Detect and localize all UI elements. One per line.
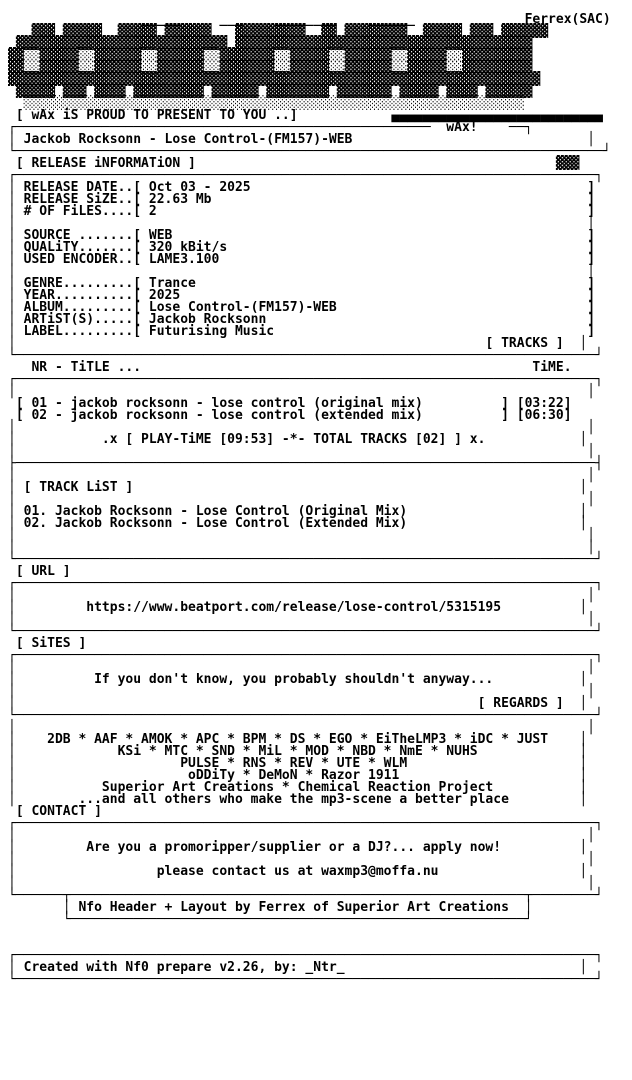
wax-logo-art <box>8 14 611 110</box>
frame-glyphs: │ <box>8 132 24 147</box>
frame-glyphs: ┌──────────────────────────────────────────────────────────────────────────┐ <box>8 816 603 831</box>
year-label: YEAR..........[ <box>23 288 142 303</box>
frame-glyphs: │ <box>8 276 24 291</box>
contact-apply-text: Are you a promoripper/supplier or a DJ?... apply now! <box>15 840 580 855</box>
column-time: TiME. <box>532 360 580 375</box>
frame-glyphs: └──────────────────────────────────────────────────────────┘ <box>8 912 533 927</box>
play-time-summary: .x [ PLAY-TiME [09:53] -*- TOTAL TRACKS [02] ] x. <box>15 432 580 447</box>
created-bottom-border <box>8 974 611 986</box>
frame-glyphs: │ │ <box>8 468 595 483</box>
frame-glyphs: │ <box>8 288 24 303</box>
logo-art-row: ▓▓▓▓▓ ▓▓▓ ▓▓▓▓ ▓▓▓▓▓▓▓▓▓ ▓▓▓▓▓▓ ▓▓▓▓▓▓▓▓ ▓▓▓▓▓▓▓ ▓▓▓▓▓ ▓▓▓▓ ▓▓▓▓▓▓ <box>8 84 533 99</box>
frame-glyphs: │ │ <box>8 444 595 459</box>
frame-glyphs: │ <box>579 480 588 495</box>
frame-glyphs: │ │ <box>8 612 595 627</box>
frame-glyphs: ] <box>587 192 596 207</box>
frame-glyphs: ├──────────────────────────────────────────────────────────────────────────┤ <box>8 456 603 471</box>
track-time: ] [03:22] <box>501 396 572 411</box>
regards-line: PULSE * RNS * REV * UTE * WLM <box>15 756 580 771</box>
frame-glyphs: ] <box>587 252 596 267</box>
frame-glyphs: └───────────────────────────────────────────────────────────────────────────┘ <box>8 144 611 159</box>
track-title: [ 01 - jackob rocksonn - lose control (original mix) <box>15 396 502 411</box>
frame-glyphs: └──────────────────────────────────────────────────────────────────────────┘ <box>8 624 603 639</box>
contact-email: please contact us at waxmp3@moffa.nu <box>15 864 580 879</box>
created-with: Created with Nf0 prepare v2.26, by: _Ntr_ <box>23 960 580 975</box>
track-title: [ 02 - jackob rocksonn - lose control (extended mix) <box>15 408 502 423</box>
frame-glyphs: ┌──────────────────────────────────────────────────────────────────────────┐ <box>8 648 603 663</box>
frame-glyphs: │ <box>8 672 16 687</box>
track-list-item: 02. Jackob Rocksonn - Lose Control (Extended Mix) <box>23 516 580 531</box>
frame-glyphs: │ <box>8 732 16 747</box>
nfo-document <box>8 14 611 986</box>
frame-glyphs: ] <box>587 228 596 243</box>
encoder-label: USED ENCODER..[ <box>23 252 142 267</box>
release-title: Jackob Rocksonn - Lose Control-(FM157)-WEB <box>23 132 572 147</box>
artist-credit-top: Ferrex(SAC) <box>524 12 611 27</box>
frame-glyphs: │ <box>579 516 588 531</box>
group-tag: wAx! <box>446 120 494 135</box>
frame-glyphs: │ <box>8 840 16 855</box>
genre-label: GENRE.........[ <box>23 276 142 291</box>
frame-glyphs: └──────────────────────────────────────────────────────────────────────────┘ <box>8 972 603 987</box>
source-value: WEB <box>148 228 588 243</box>
frame-glyphs: │ <box>8 480 24 495</box>
album-value: Lose Control-(FM157)-WEB <box>148 300 588 315</box>
frame-glyphs: │ <box>8 744 16 759</box>
frame-glyphs: │ <box>579 960 588 975</box>
frame-glyphs: │ <box>8 204 24 219</box>
frame-glyphs: ] <box>587 288 596 303</box>
frame-glyphs: └──────────────────────────────────────────────────────────────────────────┘ <box>8 708 603 723</box>
frame-glyphs: │ │ <box>8 720 595 735</box>
frame-glyphs: ┌──────────────────────────────────────────────────────────────────────────┐ <box>8 576 603 591</box>
regards-header: [ REGARDS ] <box>477 696 580 711</box>
label-label: LABEL.........[ <box>23 324 142 339</box>
files-count-label: # OF FiLES....[ <box>23 204 142 219</box>
frame-glyphs: │ <box>571 132 596 147</box>
release-url: https://www.beatport.com/release/lose-control/5315195 <box>15 600 580 615</box>
frame-glyphs: └──────────────────────────────────────────────────────────────────────────┘ <box>8 552 603 567</box>
release-size-value: 22.63 Mb <box>148 192 588 207</box>
logo-art-row: ▓▓░░▓▓▓▓▓░░▓▓▓▓▓▓░░▓▓▓▓▓▓░░▓▓▓▓▓▓▓░░▓▓▓▓▓░░▓▓▓▓▓▓░░▓▓▓▓▓░░▓▓▓▓▓▓▓▓▓ <box>8 48 533 63</box>
frame-glyphs: │ <box>579 756 588 771</box>
frame-glyphs: ┌──────────────────────────────────────────────────────────────────────────┐ <box>8 168 603 183</box>
frame-glyphs: │ │ <box>8 684 595 699</box>
frame-glyphs: ] <box>587 300 596 315</box>
frame-glyphs: │ <box>8 432 16 447</box>
frame-glyphs: ┌──────────────────────────────────────────────────────────────────────────┐ <box>8 948 603 963</box>
frame-glyphs: ] <box>587 180 596 195</box>
frame-glyphs: │ │ <box>8 852 595 867</box>
frame-glyphs: │ <box>8 336 16 351</box>
frame-glyphs: │ <box>579 504 588 519</box>
frame-glyphs: │ <box>8 252 24 267</box>
footer-credit: Nfo Header + Layout by Ferrex of Superior Art Creations <box>70 900 525 915</box>
column-nr-title: NR - TiTLE ... <box>31 360 533 375</box>
frame-glyphs: │ │ <box>8 876 595 891</box>
frame-glyphs: ] <box>587 240 596 255</box>
regards-line: Superior Art Creations * Chemical Reaction Project <box>15 780 580 795</box>
logo-art-row: ▓▓▓▓▓▓▓▓▓▓▓▓▓▓▓▓▓▓▓▓▓▓▓▓▓▓▓ ▓▓▓▓▓▓▓▓▓▓▓▓▓▓▓▓▓▓▓▓▓▓▓▓▓▓▓▓▓▓▓▓▓▓▓▓▓▓ <box>8 36 533 51</box>
frame-glyphs: └──────┬──────────────────────────────────────────────────────────┬────────┘ <box>8 888 603 903</box>
frame-glyphs: ] <box>587 204 596 219</box>
frame-glyphs: │ │ <box>8 660 595 675</box>
frame-glyphs: │ │ <box>8 540 595 555</box>
encoder-value: LAME3.100 <box>148 252 588 267</box>
frame-glyphs: │ <box>8 300 24 315</box>
release-size-label: RELEASE SiZE..[ <box>23 192 142 207</box>
frame-glyphs: │ <box>8 312 24 327</box>
frame-glyphs: │ <box>8 864 16 879</box>
frame-glyphs: │ │ <box>8 588 595 603</box>
frame-glyphs: │ <box>8 324 24 339</box>
logo-art-row: ▓▓▓ ▓▓▓▓▓ ▓▓▓▓▓ ▓▓▓▓▓▓ ▓▓▓▓▓▓▓▓▓ ▓▓ ▓▓▓▓▓▓▓▓ ▓▓▓▓▓ ▓▓▓ ▓▓▓▓▓▓ <box>8 24 549 39</box>
logo-art-row: ▓▓▓▓▓▓▓▓▓▓▓▓▓▓▓▓▓▓▓▓▓▓▓▓▓▓▓▓▓▓▓▓▓▓▓▓▓▓▓▓▓▓▓▓▓▓▓▓▓▓▓▓▓▓▓▓▓▓▓▓▓▓▓▓▓▓▓▓ <box>8 72 541 87</box>
release-info-header: [ RELEASE iNFORMATiON ] <box>15 156 556 171</box>
regards-line: oDDiTy * DeMoN * Razor 1911 <box>15 768 580 783</box>
frame-glyphs: ] <box>587 312 596 327</box>
files-count-value: 2 <box>148 204 588 219</box>
frame-glyphs: │ <box>8 768 16 783</box>
frame-glyphs: ──┐ <box>493 120 533 135</box>
footer-credit-bottom <box>8 914 611 926</box>
release-date-value: Oct 03 - 2025 <box>148 180 588 195</box>
frame-glyphs: │ <box>579 780 588 795</box>
frame-glyphs: │ │ <box>8 420 595 435</box>
frame-glyphs: │ <box>579 744 588 759</box>
intro-text: [ wAx iS PROUD TO PRESENT TO YOU ..] <box>15 108 329 123</box>
frame-glyphs: │ <box>579 600 588 615</box>
source-label: SOURCE .......[ <box>23 228 142 243</box>
quality-label: QUALiTY.......[ <box>23 240 142 255</box>
track-time: ] [06:30] <box>501 408 572 423</box>
regards-line: 2DB * AAF * AMOK * APC * BPM * DS * EGO * EiTheLMP3 * iDC * JUST <box>15 732 580 747</box>
year-value: 2025 <box>148 288 588 303</box>
frame-glyphs: │ <box>8 696 16 711</box>
frame-glyphs: │ │ <box>8 528 595 543</box>
label-value: Futurising Music <box>148 324 588 339</box>
frame-glyphs: │ │ <box>8 264 595 279</box>
frame-glyphs: │ <box>8 780 16 795</box>
track-list-item: 01. Jackob Rocksonn - Lose Control (Original Mix) <box>23 504 580 519</box>
contact-header: [ CONTACT ] <box>15 804 588 819</box>
frame-glyphs: │ │ <box>8 384 595 399</box>
frame-glyphs: │ │ <box>8 216 595 231</box>
frame-glyphs: │ <box>8 900 71 915</box>
frame-glyphs: │ │ <box>8 492 595 507</box>
frame-glyphs: │ │ <box>8 828 595 843</box>
frame-glyphs: │ <box>8 600 16 615</box>
frame-glyphs: ] <box>587 324 596 339</box>
frame-glyphs: ▄▄▄▄▄▄▄▄▄▄▄▄▄▄▄▄▄▄▄▄▄▄▄▄▄▄▄ <box>328 108 603 123</box>
logo-art-row: _____ ___ ________ ______ Ferrex(SAC) <box>8 12 611 27</box>
frame-glyphs: │ <box>579 864 588 879</box>
frame-glyphs: └──────────────────────────────────────────────────────────────────────────┘ <box>8 348 603 363</box>
frame-glyphs: │ <box>579 732 588 747</box>
artist-value: Jackob Rocksonn <box>148 312 588 327</box>
track-list-header: [ TRACK LiST ] <box>23 480 580 495</box>
quality-value: 320 kBit/s <box>148 240 588 255</box>
frame-glyphs: │ <box>8 756 16 771</box>
frame-glyphs: │ <box>8 516 24 531</box>
frame-glyphs: │ <box>579 432 588 447</box>
frame-glyphs: │ <box>579 792 588 807</box>
logo-art-row: ▓▓░░▓▓▓▓▓░░▓▓▓▓▓▓░░▓▓▓▓▓▓░░▓▓▓▓▓▓▓░░▓▓▓▓▓░░▓▓▓▓▓▓░░▓▓▓▓▓░░▓▓▓▓▓▓▓▓▓ <box>8 60 533 75</box>
frame-glyphs: │ <box>579 336 588 351</box>
logo-art-row: ░░░░░░░░░░░░░░░░░░░░░░░░░░░░░░░░░░░░░░░░░░░░░░░░░░░░░░░░░░░░░░░░ <box>8 96 525 111</box>
artist-label: ARTiST(S).....[ <box>23 312 142 327</box>
frame-glyphs: │ <box>579 840 588 855</box>
frame-glyphs: ┌───────────────────────────────────────────────────── <box>8 120 447 135</box>
frame-glyphs: │ <box>8 960 24 975</box>
frame-glyphs: │ <box>8 792 16 807</box>
regards-line: KSi * MTC * SND * MiL * MOD * NBD * NmE * NUHS <box>15 744 580 759</box>
release-date-label: RELEASE DATE..[ <box>23 180 142 195</box>
blank-gap <box>8 926 611 938</box>
frame-glyphs: │ <box>8 240 24 255</box>
frame-glyphs: ┌──────────────────────────────────────────────────────────────────────────┐ <box>8 372 603 387</box>
frame-glyphs: │ <box>8 228 24 243</box>
album-label: ALBUM.........[ <box>23 300 142 315</box>
frame-glyphs: │ <box>579 768 588 783</box>
sites-text: If you don't know, you probably shouldn't anyway... <box>15 672 580 687</box>
frame-glyphs: │ <box>524 900 533 915</box>
frame-glyphs: ▓▓▓ <box>555 156 580 171</box>
frame-glyphs: │ <box>579 696 588 711</box>
regards-line: ...and all others who make the mp3-scene a better place <box>15 792 580 807</box>
frame-glyphs: │ <box>8 192 24 207</box>
genre-value: Trance <box>148 276 588 291</box>
frame-glyphs: │ <box>579 672 588 687</box>
frame-glyphs: │ <box>8 180 24 195</box>
frame-glyphs: │ <box>8 504 24 519</box>
url-header: [ URL ] <box>15 564 588 579</box>
frame-glyphs: ] <box>587 276 596 291</box>
sites-header: [ SiTES ] <box>15 636 588 651</box>
tracks-header: [ TRACKS ] <box>485 336 580 351</box>
